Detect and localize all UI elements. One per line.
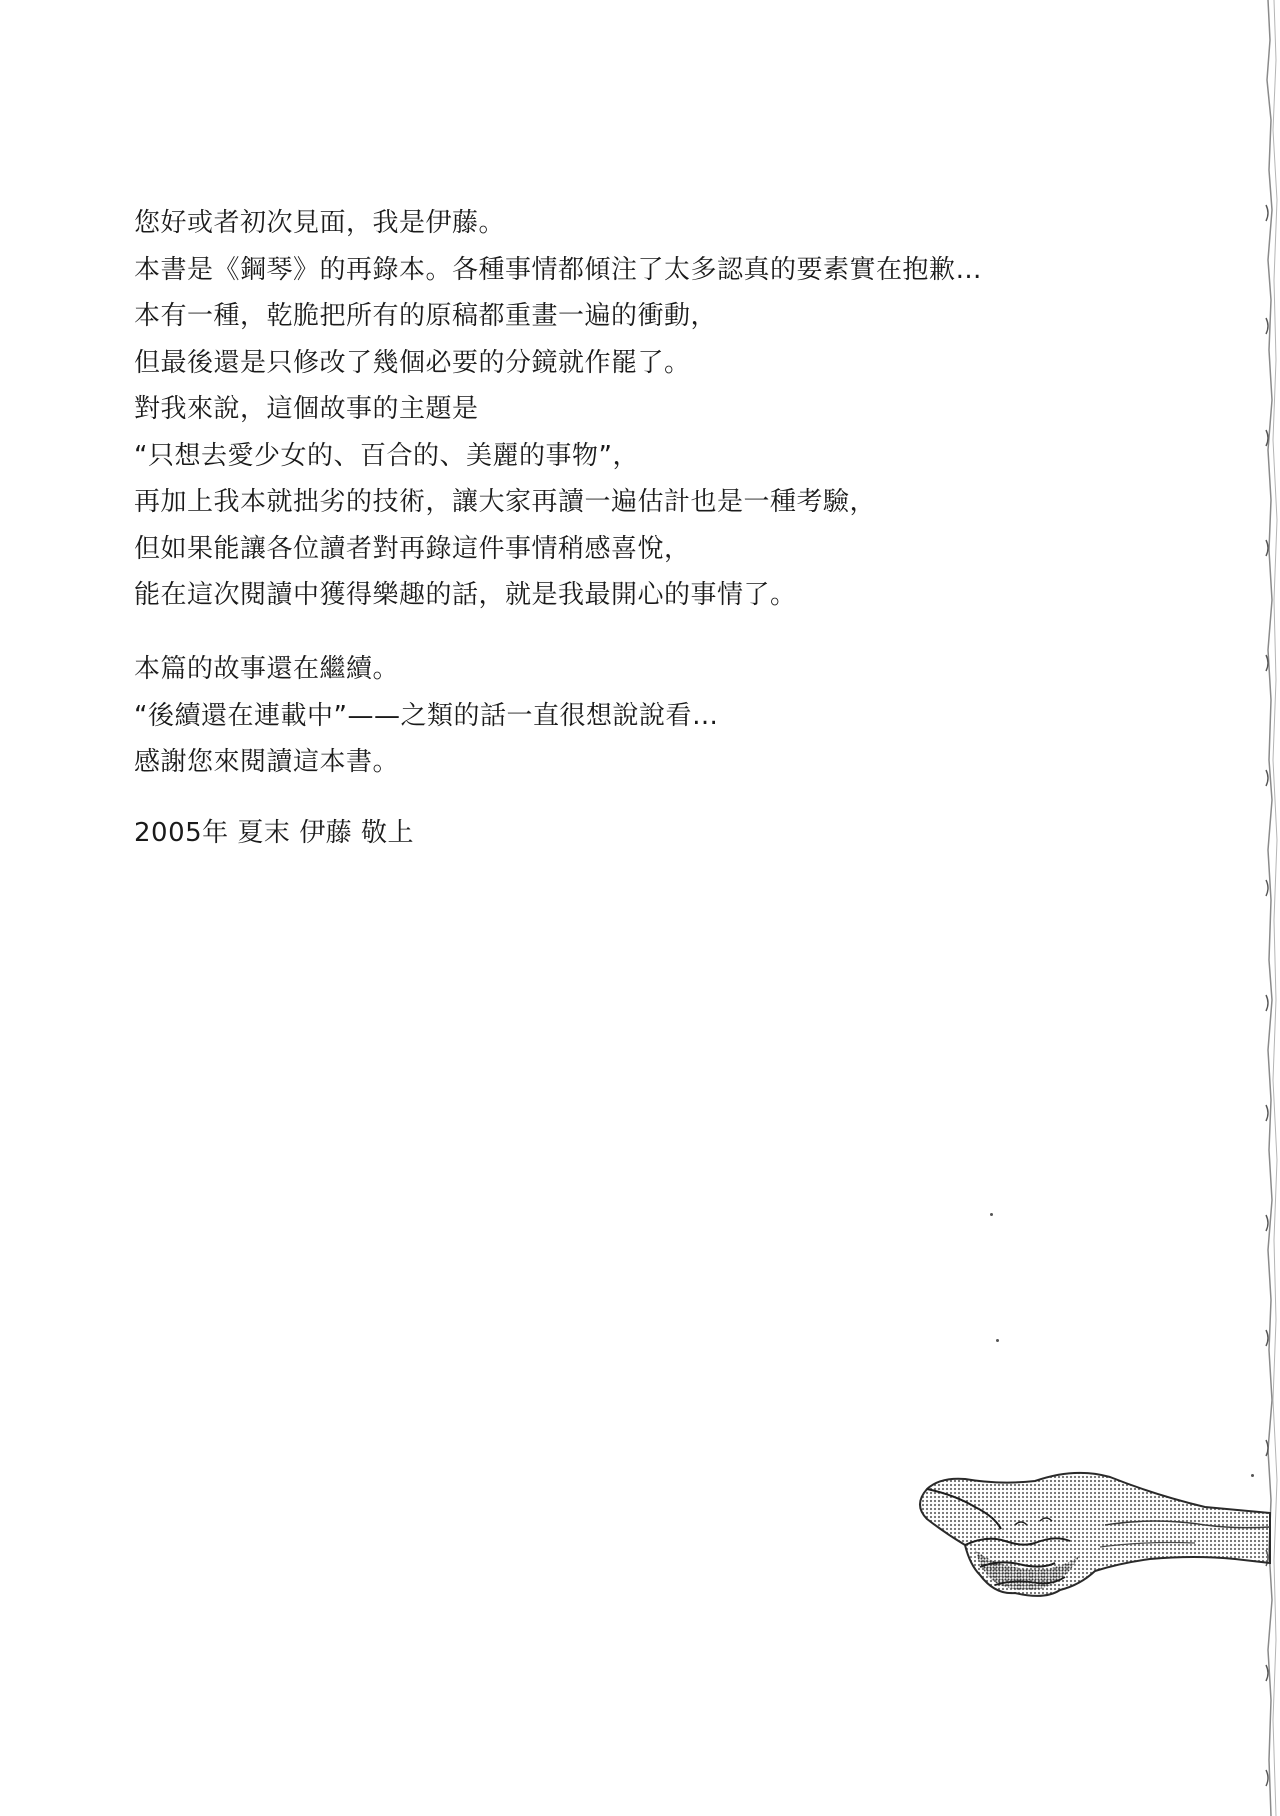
text-line: “只想去愛少女的、百合的、美麗的事物”， [134,440,639,471]
text-line: 能在這次閱讀中獲得樂趣的話，就是我最開心的事情了。 [134,580,797,610]
hand-sketch-icon [905,1455,1275,1625]
scan-speck [1251,1474,1254,1477]
signature-text: 2005年 夏末 伊藤 敬上 [134,818,414,848]
signature-line [134,810,414,857]
text-line: 再加上我本就拙劣的技術，讓大家再讀一遍估計也是一種考驗， [134,487,877,517]
afterword-paragraph-1 [134,200,982,619]
scan-speck [990,1213,993,1216]
text-line: 您好或者初次見面，我是伊藤。 [134,208,506,238]
text-line: 但如果能讓各位讀者對再錄這件事情稍感喜悅， [134,533,691,564]
text-line: 對我來說，這個故事的主題是 [134,394,479,424]
text-line: 感謝您來閱讀這本書。 [134,747,400,777]
text-line: 但最後還是只修改了幾個必要的分鏡就作罷了。 [134,347,691,378]
text-line: 本篇的故事還在繼續。 [134,654,400,684]
text-line: 本有一種，乾脆把所有的原稿都重畫一遍的衝動， [134,301,718,331]
text-line: “後續還在連載中”——之類的話一直很想說說看… [134,700,719,731]
afterword-paragraph-2 [134,646,718,786]
text-line: 本書是《鋼琴》的再錄本。各種事情都傾注了太多認真的要素實在抱歉… [134,254,983,285]
scan-speck [996,1339,999,1342]
